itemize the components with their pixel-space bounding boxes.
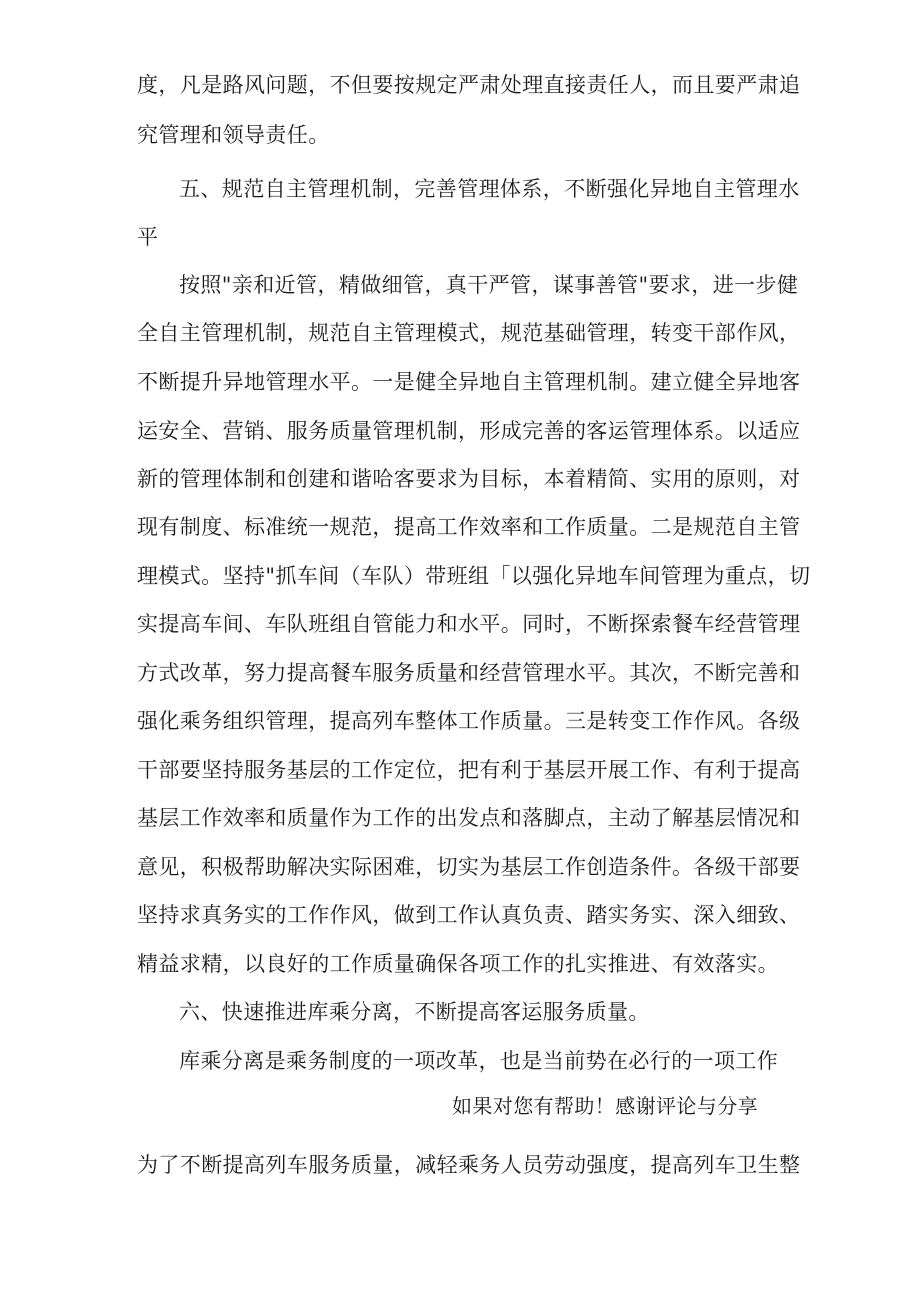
text-line-14: 强化乘务组织管理，提高列车整体工作质量。三是转变工作作风。各级	[137, 709, 801, 733]
text-line-17: 意见，积极帮助解决实际困难，切实为基层工作创造条件。各级干部要	[137, 855, 801, 879]
footer-note: 如果对您有帮助！感谢评论与分享	[452, 1094, 758, 1118]
text-line-9: 新的管理体制和创建和谐哈客要求为目标，本着精简、实用的原则，对	[137, 467, 801, 491]
text-line-22: 为了不断提高列车服务质量，减轻乘务人员劳动强度，提高列车卫生整	[137, 1153, 801, 1177]
text-line-2: 究管理和领导责任。	[137, 123, 330, 147]
text-line-8: 运安全、营销、服务质量管理机制，形成完善的客运管理体系。以适应	[137, 419, 801, 443]
text-line-11: 理模式。坚持"抓车间（车队）带班组「以强化异地车间管理为重点，切	[137, 564, 811, 588]
text-line-10: 现有制度、标准统一规范，提高工作效率和工作质量。二是规范自主管	[137, 515, 801, 539]
text-line-5: 按照"亲和近管，精做细管，真干严管，谋事善管"要求，进一步健	[179, 273, 799, 297]
text-line-15: 干部要坚持服务基层的工作定位，把有利于基层开展工作、有利于提高	[137, 758, 801, 782]
section-heading-6: 六、快速推进库乘分离，不断提高客运服务质量。	[179, 1000, 650, 1024]
text-line-7: 不断提升异地管理水平。一是健全异地自主管理机制。建立健全异地客	[137, 370, 801, 394]
text-line-16: 基层工作效率和质量作为工作的出发点和落脚点，主动了解基层情况和	[137, 806, 801, 830]
text-line-6: 全自主管理机制，规范自主管理模式，规范基础管理，转变干部作风，	[137, 321, 801, 345]
text-line-19: 精益求精，以良好的工作质量确保各项工作的扎实推进、有效落实。	[137, 952, 779, 976]
text-line-12: 实提高车间、车队班组自管能力和水平。同时，不断探索餐车经营管理	[137, 612, 801, 636]
section-heading-5-cont: 平	[137, 225, 159, 249]
section-heading-5: 五、规范自主管理机制，完善管理体系，不断强化异地自主管理水	[179, 177, 800, 201]
text-line-13: 方式改革，努力提高餐车服务质量和经营管理水平。其次，不断完善和	[137, 661, 801, 685]
text-line-1: 度，凡是路风问题，不但要按规定严肃处理直接责任人，而且要严肃追	[137, 73, 801, 97]
text-line-21: 库乘分离是乘务制度的一项改革，也是当前势在必行的一项工作	[179, 1049, 779, 1073]
text-line-18: 坚持求真务实的工作作风，做到工作认真负责、踏实务实、深入细致、	[137, 903, 801, 927]
